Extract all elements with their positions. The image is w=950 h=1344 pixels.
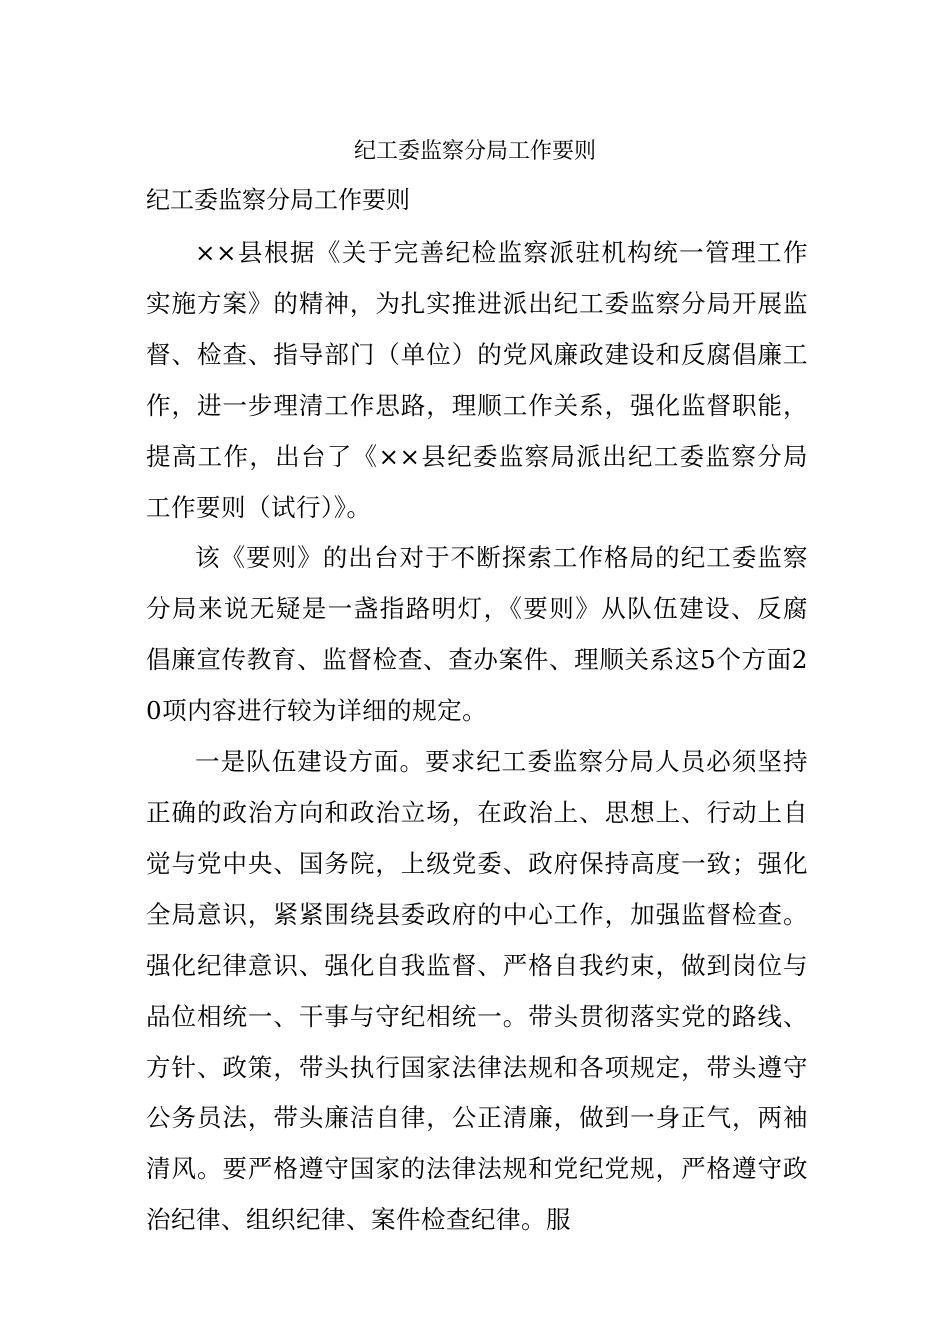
paragraph: ××县根据《关于完善纪检监察派驻机构统一管理工作实施方案》的精神，为扎实推进派出纪工委监察分局开展监督、检查、指导部门（单位）的党风廉政建设和反腐倡廉工作，进一步理清工作思路，理顺工作关系，强化监督职能，提高工作，出台了《××县纪委监察局派出纪工委监察分局工作要则（试行）》。 (146, 238, 808, 522)
document-body (146, 228, 808, 1246)
document-subtitle: 纪工委监察分局工作要则 (146, 186, 410, 214)
document-title: 纪工委监察分局工作要则 (353, 139, 596, 164)
paragraph: 该《要则》的出台对于不断探索工作格局的纪工委监察分局来说无疑是一盏指路明灯，《要则》从队伍建设、反腐倡廉宣传教育、监督检查、查办案件、理顺关系这5个方面20项内容进行较为详细的规定。 (146, 543, 808, 726)
paragraph: 一是队伍建设方面。要求纪工委监察分局人员必须坚持正确的政治方向和政治立场，在政治上、思想上、行动上自觉与党中央、国务院，上级党委、政府保持高度一致；强化全局意识，紧紧围绕县委政府的中心工作，加强监督检查。强化纪律意识、强化自我监督、严格自我约束，做到岗位与品位相统一、干事与守纪相统一。带头贯彻落实党的路线、方针、政策，带头执行国家法律法规和各项规定，带头遵守公务员法，带头廉洁自律，公正清廉，做到一身正气，两袖清风。要严格遵守国家的法律法规和党纪党规，严格遵守政治纪律、组织纪律、案件检查纪律。服 (146, 747, 808, 1235)
